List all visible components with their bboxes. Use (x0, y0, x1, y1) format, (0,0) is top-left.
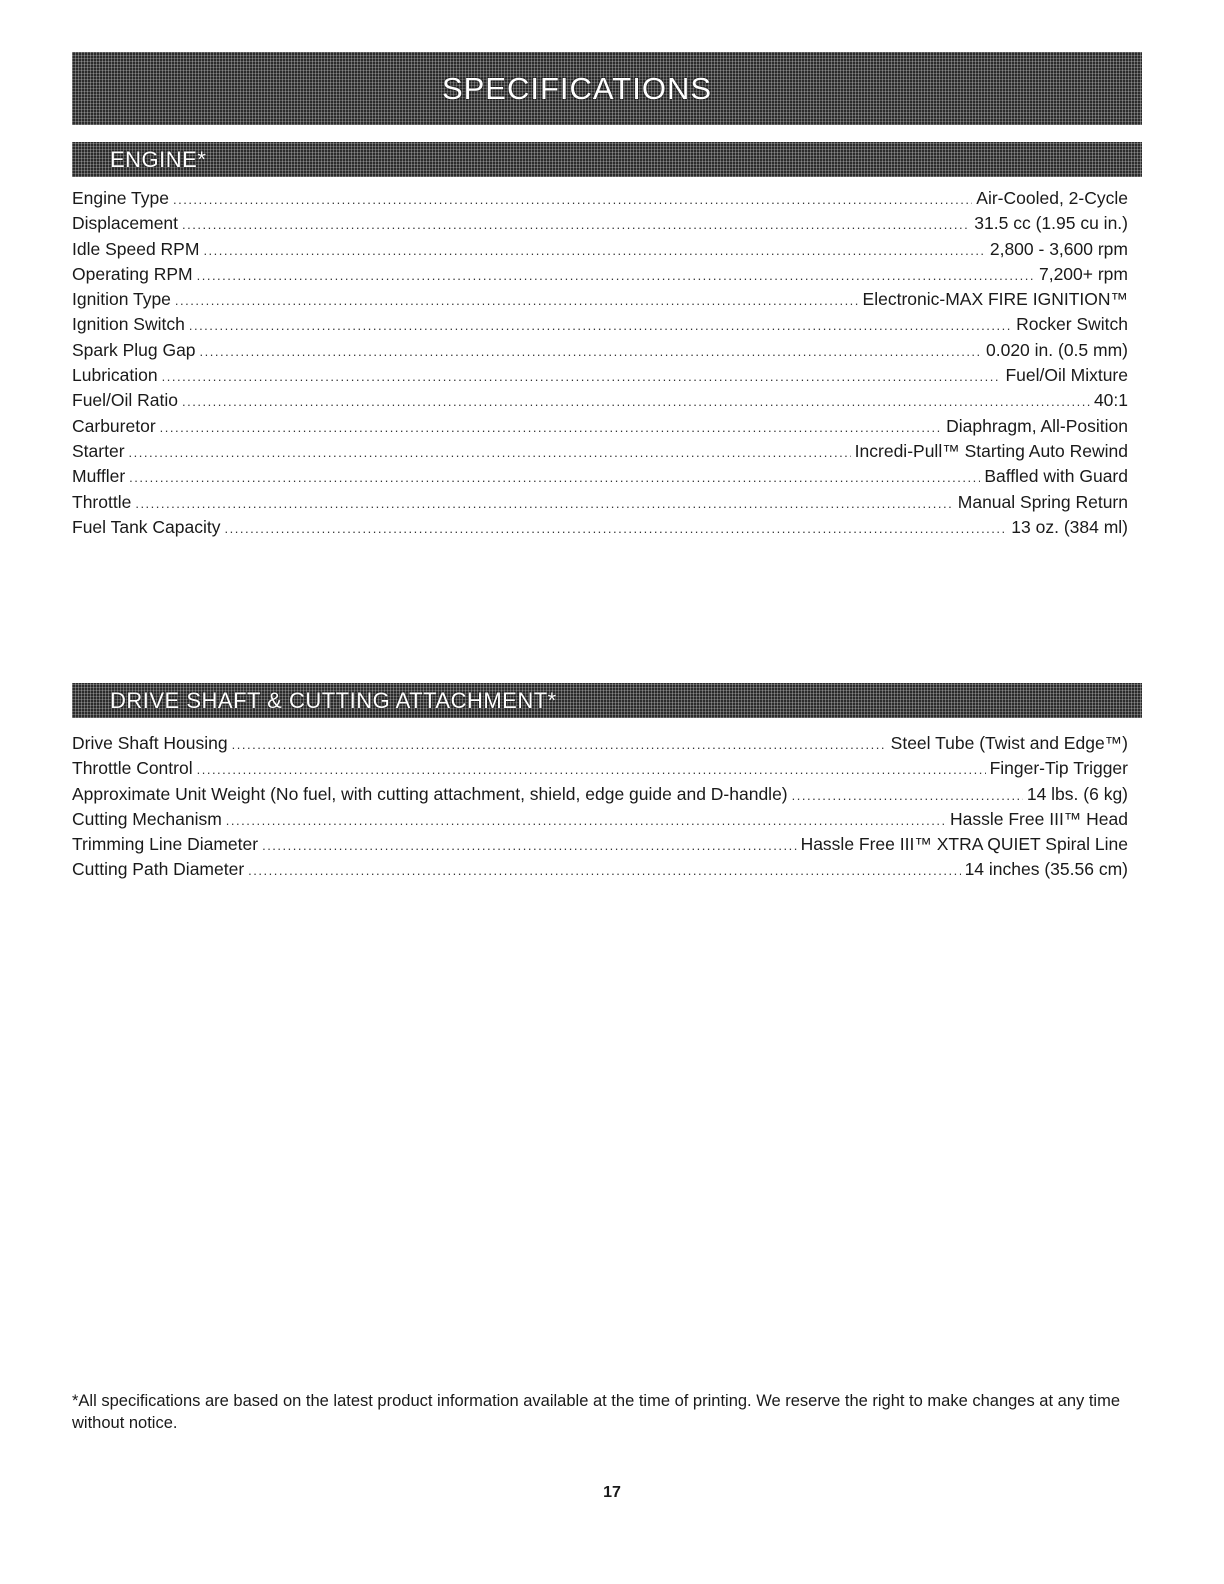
leader-dots (200, 339, 982, 364)
spec-label: Muffler (72, 466, 126, 487)
leader-dots (248, 858, 960, 883)
spec-row (72, 756, 1128, 781)
page-title: SPECIFICATIONS (441, 70, 713, 106)
spec-row (72, 439, 1128, 464)
spec-label: Approximate Unit Weight (No fuel, with cutting attachment, shield, edge guide and D-handle) (72, 783, 788, 804)
spec-row (72, 515, 1128, 540)
spec-label: Spark Plug Gap (72, 339, 196, 360)
leader-dots (162, 364, 1002, 389)
spec-value: 14 inches (35.56 cm) (964, 859, 1128, 880)
spec-value: Rocker Switch (1016, 314, 1128, 335)
leader-dots (232, 732, 887, 757)
spec-value: 7,200+ rpm (1038, 263, 1128, 284)
spec-row (72, 731, 1128, 756)
spec-value: Hassle Free III™ Head (950, 808, 1128, 829)
spec-label: Ignition Switch (72, 314, 185, 335)
spec-value: Finger-Tip Trigger (989, 758, 1128, 779)
leader-dots (225, 516, 1008, 541)
drive-section-heading: DRIVE SHAFT & CUTTING ATTACHMENT* (110, 687, 557, 713)
leader-dots (160, 415, 942, 440)
leader-dots (197, 757, 986, 782)
spec-row (72, 782, 1128, 807)
spec-row (72, 464, 1128, 489)
leader-dots (182, 212, 970, 237)
leader-dots (182, 389, 1090, 414)
drive-section-banner (72, 683, 1142, 718)
leader-dots (129, 440, 851, 465)
spec-label: Ignition Type (72, 289, 171, 310)
spec-value: Electronic-MAX FIRE IGNITION™ (862, 289, 1128, 310)
spec-row (72, 262, 1128, 287)
spec-row (72, 807, 1128, 832)
leader-dots (129, 465, 980, 490)
spec-label: Carburetor (72, 415, 156, 436)
engine-section-heading: ENGINE* (110, 146, 207, 172)
spec-value: 13 oz. (384 ml) (1011, 516, 1128, 537)
leader-dots (175, 288, 859, 313)
engine-section-banner (72, 142, 1142, 177)
leader-dots (792, 783, 1023, 808)
spec-row (72, 211, 1128, 236)
leader-dots (203, 238, 985, 263)
spec-label: Operating RPM (72, 263, 193, 284)
spec-row (72, 414, 1128, 439)
spec-label: Idle Speed RPM (72, 238, 200, 259)
spec-value: Incredi-Pull™ Starting Auto Rewind (854, 440, 1128, 461)
spec-row (72, 388, 1128, 413)
spec-value: Air-Cooled, 2-Cycle (976, 188, 1128, 208)
spec-label: Fuel/Oil Ratio (72, 390, 179, 411)
spec-value: 40:1 (1093, 390, 1128, 411)
spec-label: Trimming Line Diameter (72, 834, 259, 855)
engine-spec-list (72, 186, 1128, 540)
spec-value: Steel Tube (Twist and Edge™) (890, 733, 1128, 753)
leader-dots (197, 263, 1035, 288)
spec-value: Manual Spring Return (957, 491, 1128, 512)
leader-dots (262, 833, 796, 858)
spec-label: Displacement (72, 213, 179, 234)
spec-row (72, 186, 1128, 211)
page-title-banner (72, 52, 1142, 125)
footnote: *All specifications are based on the latest product information available at the time of printing. We reserve the right to make changes at any time without notice. (72, 1392, 1121, 1432)
spec-row (72, 312, 1128, 337)
page-number: 17 (603, 1484, 621, 1501)
spec-row (72, 237, 1128, 262)
spec-row (72, 338, 1128, 363)
spec-row (72, 857, 1128, 882)
spec-row (72, 490, 1128, 515)
spec-label: Throttle (72, 491, 132, 512)
spec-label: Lubrication (72, 365, 158, 386)
leader-dots (135, 491, 953, 516)
spec-value: Fuel/Oil Mixture (1005, 365, 1128, 386)
spec-label: Drive Shaft Housing (72, 733, 228, 753)
spec-label: Starter (72, 440, 125, 461)
spec-row (72, 287, 1128, 312)
spec-label: Engine Type (72, 188, 169, 208)
spec-value: Diaphragm, All-Position (946, 415, 1128, 436)
leader-dots (226, 808, 946, 833)
spec-value: Baffled with Guard (984, 466, 1128, 487)
spec-value: 2,800 - 3,600 rpm (989, 238, 1128, 259)
spec-label: Throttle Control (72, 758, 193, 779)
spec-value: Hassle Free III™ XTRA QUIET Spiral Line (800, 834, 1128, 855)
spec-row (72, 832, 1128, 857)
spec-row (72, 363, 1128, 388)
spec-label: Cutting Mechanism (72, 808, 222, 829)
spec-label: Fuel Tank Capacity (72, 516, 221, 537)
drive-spec-list (72, 731, 1128, 883)
spec-label: Cutting Path Diameter (72, 859, 245, 880)
spec-value: 31.5 cc (1.95 cu in.) (974, 213, 1128, 234)
leader-dots (173, 187, 972, 212)
spec-value: 14 lbs. (6 kg) (1026, 783, 1128, 804)
spec-value: 0.020 in. (0.5 mm) (986, 339, 1128, 360)
leader-dots (189, 313, 1012, 338)
